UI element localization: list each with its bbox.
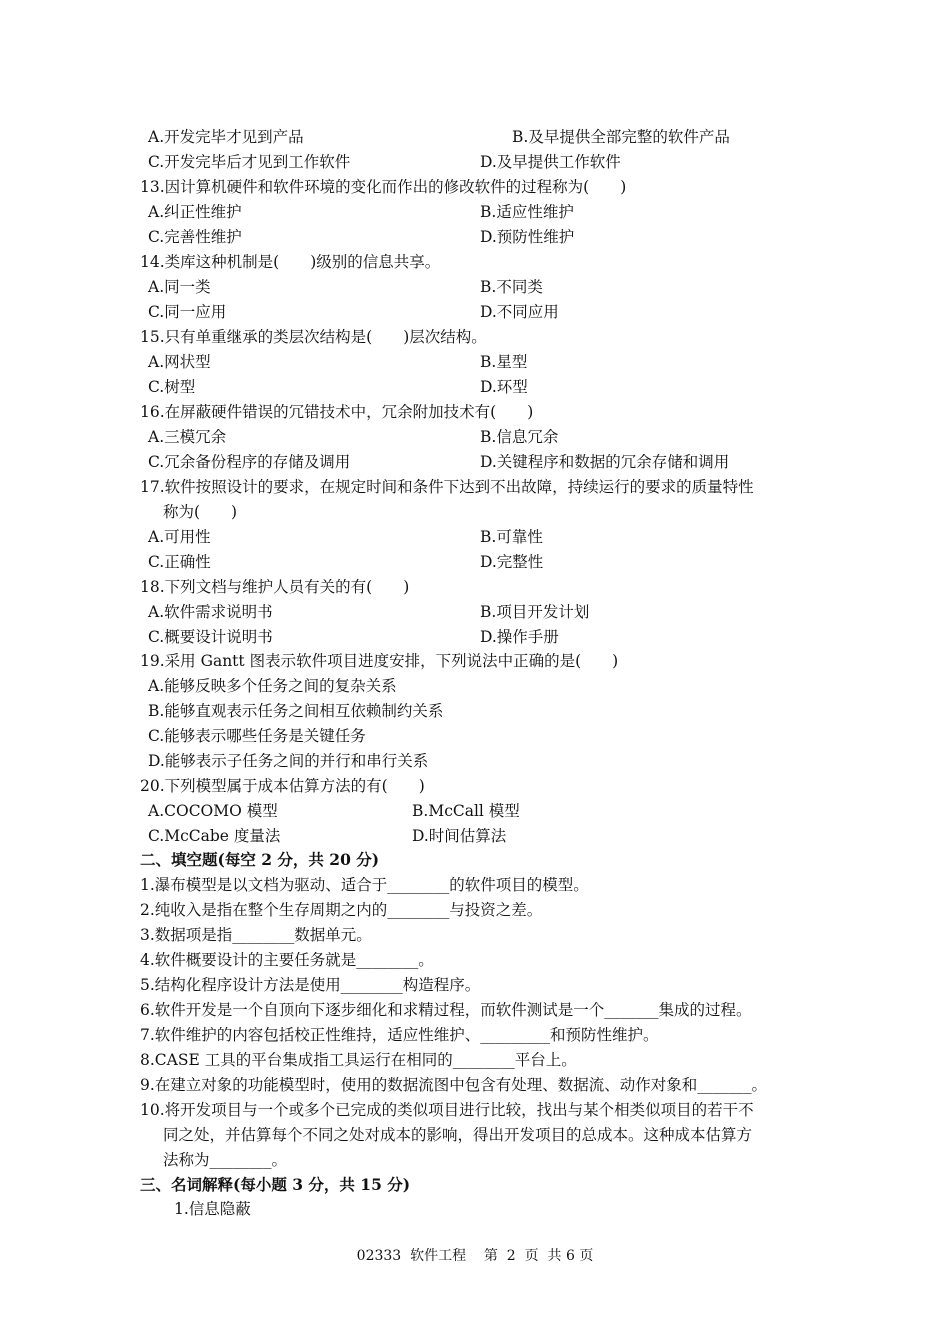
option-line: A.三模冗余 — [148, 428, 227, 446]
option-line: D.能够表示子任务之间的并行和串行关系 — [148, 752, 429, 770]
fill-blank-question: 5.结构化程序设计方法是使用________构造程序。 — [140, 976, 481, 994]
option-line: B.McCall 模型 — [412, 802, 520, 820]
option-line: D.预防性维护 — [480, 228, 575, 246]
option-line: A.能够反映多个任务之间的复杂关系 — [148, 677, 397, 695]
option-line: D.操作手册 — [480, 628, 559, 646]
option-line: D.关键程序和数据的冗余存储和调用 — [480, 453, 730, 471]
option-line: C.能够表示哪些任务是关键任务 — [148, 727, 366, 745]
option-line: C.同一应用 — [148, 303, 227, 321]
option-line: A.同一类 — [148, 278, 211, 296]
fill-blank-question: 6.软件开发是一个自顶向下逐步细化和求精过程，而软件测试是一个_______集成的过程。 — [140, 1001, 752, 1019]
option-line: A.开发完毕才见到产品 — [148, 128, 304, 146]
option-line: B.星型 — [480, 353, 528, 371]
option-line: C.McCabe 度量法 — [148, 827, 281, 845]
fill-blank-question: 8.CASE 工具的平台集成指工具运行在相同的________平台上。 — [140, 1051, 577, 1069]
term-question: 1.信息隐蔽 — [174, 1200, 251, 1218]
fill-blank-question-continued: 同之处，并估算每个不同之处对成本的影响，得出开发项目的总成本。这种成本估算方 — [163, 1126, 753, 1144]
option-line: D.不同应用 — [480, 303, 559, 321]
question-16: 16.在屏蔽硬件错误的冗错技术中，冗余附加技术有( ) — [140, 403, 534, 421]
option-line: D.时间估算法 — [412, 827, 507, 845]
option-line: C.树型 — [148, 378, 196, 396]
fill-blank-question: 7.软件维护的内容包括校正性维持，适应性维护、_________和预防性维护。 — [140, 1026, 659, 1044]
option-line: C.完善性维护 — [148, 228, 242, 246]
option-line: D.完整性 — [480, 553, 544, 571]
option-line: A.可用性 — [148, 528, 211, 546]
option-line: B.适应性维护 — [480, 203, 574, 221]
fill-blank-question: 3.数据项是指________数据单元。 — [140, 926, 372, 944]
option-line: C.概要设计说明书 — [148, 628, 273, 646]
question-18: 18.下列文档与维护人员有关的有( ) — [140, 578, 410, 596]
fill-blank-question: 4.软件概要设计的主要任务就是________。 — [140, 951, 434, 969]
option-line: B.及早提供全部完整的软件产品 — [512, 128, 730, 146]
option-line: A.纠正性维护 — [148, 203, 242, 221]
option-line: A.COCOMO 模型 — [148, 802, 278, 820]
question-19: 19.采用 Gantt 图表示软件项目进度安排，下列说法中正确的是( ) — [140, 652, 619, 670]
option-line: C.冗余备份程序的存储及调用 — [148, 453, 351, 471]
section-heading-fill-blank: 二、填空题(每空 2 分，共 20 分) — [140, 850, 380, 869]
option-line: A.软件需求说明书 — [148, 603, 273, 621]
question-15: 15.只有单重继承的类层次结构是( )层次结构。 — [140, 328, 487, 346]
option-line: D.环型 — [480, 378, 528, 396]
fill-blank-question: 10.将开发项目与一个或多个已完成的类似项目进行比较，找出与某个相类似项目的若干不 — [140, 1101, 754, 1119]
question-13: 13.因计算机硬件和软件环境的变化而作出的修改软件的过程称为( ) — [140, 178, 627, 196]
fill-blank-question: 1.瀑布模型是以文档为驱动、适合于________的软件项目的模型。 — [140, 876, 589, 894]
option-line: B.能够直观表示任务之间相互依赖制约关系 — [148, 702, 444, 720]
option-line: C.正确性 — [148, 553, 211, 571]
option-line: B.不同类 — [480, 278, 543, 296]
question-14: 14.类库这种机制是( )级别的信息共享。 — [140, 253, 441, 271]
option-line: B.项目开发计划 — [480, 603, 590, 621]
fill-blank-question-continued: 法称为________。 — [163, 1151, 288, 1169]
option-line: A.网状型 — [148, 353, 211, 371]
question-20: 20.下列模型属于成本估算方法的有( ) — [140, 777, 425, 795]
option-line: B.信息冗余 — [480, 428, 559, 446]
option-line: C.开发完毕后才见到工作软件 — [148, 153, 351, 171]
question-17: 17.软件按照设计的要求，在规定时间和条件下达到不出故障，持续运行的要求的质量特性 — [140, 478, 754, 496]
fill-blank-question: 9.在建立对象的功能模型时，使用的数据流图中包含有处理、数据流、动作对象和_______。 — [140, 1076, 768, 1094]
fill-blank-question: 2.纯收入是指在整个生存周期之内的________与投资之差。 — [140, 901, 543, 919]
question-17-continued: 称为( ) — [163, 503, 238, 521]
option-line: D.及早提供工作软件 — [480, 153, 621, 171]
option-line: B.可靠性 — [480, 528, 543, 546]
page-footer: 02333 软件工程 第 2 页 共 6 页 — [356, 1248, 594, 1264]
section-heading-terms: 三、名词解释(每小题 3 分，共 15 分) — [140, 1175, 411, 1194]
